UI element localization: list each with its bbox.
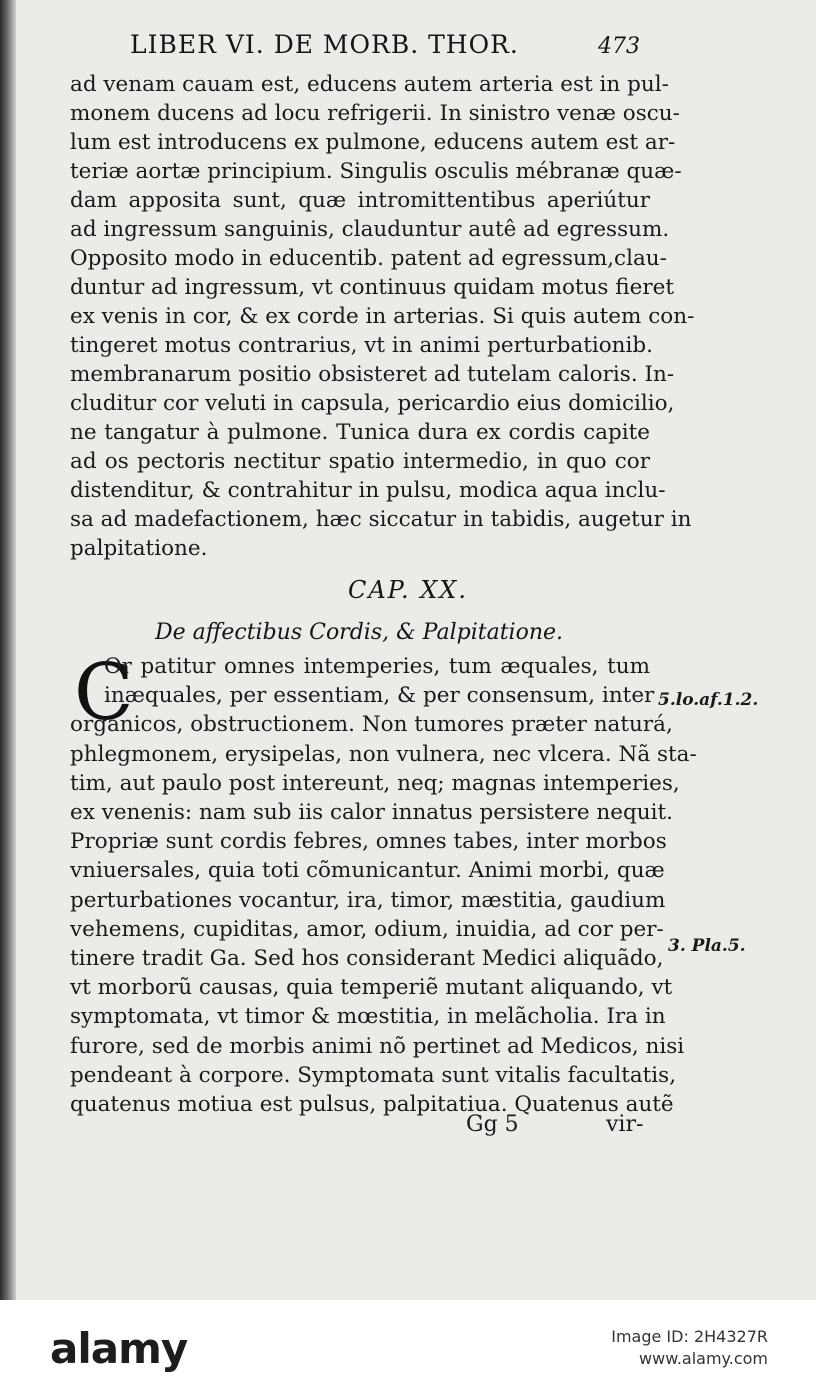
text-line: phlegmonem, erysipelas, non vulnera, nec vlcera. Nã sta- — [70, 741, 697, 767]
text-line: tingeret motus contrarius, vt in animi perturbationib. — [70, 333, 653, 358]
text-line: palpitatione. — [70, 536, 208, 561]
text-line: ne tangatur à pulmone. Tunica dura ex cordis capite — [70, 420, 650, 445]
text-line: cluditur cor veluti in capsula, pericardio eius domicilio, — [70, 391, 675, 416]
text-line: inæquales, per essentiam, & per consensum, inter — [104, 683, 655, 709]
text-line: duntur ad ingressum, vt continuus quidam motus fieret — [70, 275, 674, 300]
text-line: teriæ aortæ principium. Singulis osculis mébranæ quæ- — [70, 159, 682, 184]
text-line: Propriæ sunt cordis febres, omnes tabes, inter morbos — [70, 829, 667, 855]
chapter-subtitle: De affectibus Cordis, & Palpitatione. — [155, 620, 564, 645]
text-line: vehemens, cupiditas, amor, odium, inuidia, ad cor per- — [70, 916, 664, 942]
book-spine — [0, 0, 16, 1300]
text-line: ad ingressum sanguinis, clauduntur autê ad egressum. — [70, 217, 670, 242]
text-line: quatenus motiua est pulsus, palpitatiua. Quatenus autẽ — [70, 1092, 674, 1117]
text-line: symptomata, vt timor & mœstitia, in melãcholia. Ira in — [70, 1004, 666, 1030]
text-line: organicos, obstructionem. Non tumores præter naturá, — [70, 712, 673, 738]
text-line: monem ducens ad locu refrigerii. In sinistro venæ oscu- — [70, 101, 680, 126]
text-line: vniuersales, quia toti cõmunicantur. Animi morbi, quæ — [70, 858, 665, 884]
text-line: perturbationes vocantur, ira, timor, mæstitia, gaudium — [70, 887, 666, 913]
stock-watermark-footer — [0, 1300, 816, 1390]
text-line: ad venam cauam est, educens autem arteria est in pul- — [70, 72, 669, 97]
text-line: tinere tradit Ga. Sed hos considerant Medici aliquãdo, — [70, 946, 664, 971]
text-line: lum est introducens ex pulmone, educens autem est ar- — [70, 130, 676, 155]
stock-url-text: www.alamy.com — [639, 1349, 768, 1368]
text-line: ex venenis: nam sub iis calor innatus persistere nequit. — [70, 800, 673, 825]
text-line: Or patitur omnes intemperies, tum æquales, tum — [104, 654, 650, 679]
text-line: sa ad madefactionem, hæc siccatur in tabidis, augetur in — [70, 507, 692, 532]
stock-info — [611, 1326, 768, 1370]
page-number: 473 — [598, 34, 640, 59]
text-line: ex venis in cor, & ex corde in arterias. Si quis autem con- — [70, 304, 695, 329]
text-line: membranarum positio obsisteret ad tutelam caloris. In- — [70, 362, 675, 387]
image-id-text: Image ID: 2H4327R — [611, 1327, 768, 1346]
chapter-heading: CAP. XX. — [347, 576, 469, 604]
margin-note-reference: 5.lo.af.1.2. — [658, 690, 759, 710]
text-line: Opposito modo in educentib. patent ad egressum,clau- — [70, 246, 667, 271]
text-line: distenditur, & contrahitur in pulsu, modica aqua inclu- — [70, 478, 666, 503]
margin-note-reference: 3. Pla.5. — [668, 936, 746, 956]
text-line: furore, sed de morbis animi nõ pertinet ad Medicos, nisi — [70, 1033, 685, 1059]
alamy-logo: alamy — [50, 1324, 188, 1373]
drop-cap: C — [74, 648, 134, 738]
signature-mark: Gg 5 — [466, 1112, 519, 1137]
text-line: ad os pectoris nectitur spatio intermedio, in quo cor — [70, 449, 650, 474]
text-line: dam apposita sunt, quæ intromittentibus aperiútur — [70, 188, 650, 213]
text-line: vt morborũ causas, quia temperiẽ mutant aliquando, vt — [70, 975, 673, 1001]
text-line: tim, aut paulo post intereunt, neq; magnas intemperies, — [70, 770, 680, 796]
catchword: vir- — [606, 1112, 644, 1137]
text-line: pendeant à corpore. Symptomata sunt vitalis facultatis, — [70, 1062, 677, 1088]
running-head: LIBER VI. DE MORB. THOR. — [130, 30, 519, 59]
